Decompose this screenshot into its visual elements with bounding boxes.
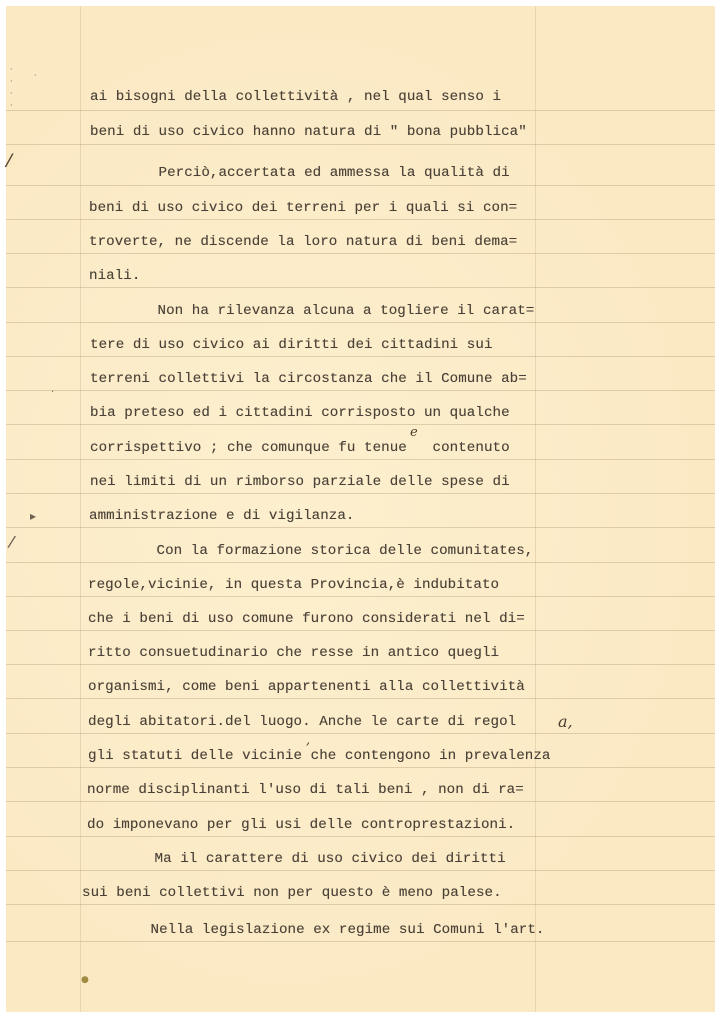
margin-mark: ▸ (30, 509, 37, 523)
stain-dot: ● (81, 975, 89, 985)
text-line: regole,vicinie, in questa Provincia,è indubitato (88, 577, 500, 593)
text-line: Nella legislazione ex regime sui Comuni l'art. (82, 922, 545, 938)
ruled-line (6, 185, 715, 186)
text-line: norme disciplinanti l'uso di tali beni , non di ra= (87, 782, 524, 798)
text-line: do imponevano per gli usi delle controprestazioni. (87, 817, 516, 833)
handwritten-insert-a: a, (558, 712, 573, 731)
document-page (3, 6, 715, 1012)
text-line: Perciò,accertata ed ammessa la qualità di (90, 165, 510, 181)
ruled-line (6, 424, 715, 425)
text-line: beni di uso civico dei terreni per i quali si con= (89, 200, 518, 216)
ruled-line (6, 356, 715, 357)
ruled-line (6, 801, 715, 802)
ruled-line (6, 110, 715, 111)
margin-line-left (80, 6, 81, 1012)
margin-line-right (535, 6, 536, 1012)
text-line: bia preteso ed i cittadini corrisposto un qualche (90, 405, 510, 421)
text-line: nei limiti di un rimborso parziale delle spese di (90, 474, 510, 490)
margin-dot: · (10, 65, 13, 74)
ruled-line (6, 698, 715, 699)
ruled-line (6, 287, 715, 288)
margin-dot: · (10, 77, 13, 86)
text-line: che i beni di uso comune furono considerati nel di= (88, 611, 525, 627)
margin-dot: · (10, 89, 13, 98)
ruled-line (6, 870, 715, 871)
pencil-mark: / (6, 531, 17, 552)
text-line: corrispettivo ; che comunque fu tenue contenuto (90, 440, 510, 456)
text-line: Non ha rilevanza alcuna a togliere il carat= (89, 303, 535, 319)
ruled-line (6, 664, 715, 665)
text-line: organismi, come beni appartenenti alla collettività (88, 679, 525, 695)
ruled-line (6, 459, 715, 460)
margin-dot: · (34, 71, 37, 80)
text-line: degli abitatori.del luogo. Anche le carte di regol (88, 714, 517, 730)
ruled-line (6, 322, 715, 323)
text-line: ritto consuetudinario che resse in antico quegli (88, 645, 500, 661)
handwritten-insert-e: e (410, 425, 418, 440)
text-line: sui beni collettivi non per questo è meno palese. (82, 885, 502, 901)
ruled-line (6, 941, 715, 942)
ruled-line (6, 493, 715, 494)
pencil-mark: / (3, 149, 15, 172)
text-line: terreni collettivi la circostanza che il Comune ab= (90, 371, 527, 387)
ruled-line (6, 527, 715, 528)
text-line: tere di uso civico ai diritti dei cittadini sui (90, 337, 493, 353)
text-line: niali. (89, 268, 141, 284)
text-line: Ma il carattere di uso civico dei diritti (86, 851, 506, 867)
ruled-line (6, 390, 715, 391)
margin-dot: · (51, 387, 55, 398)
ruled-line (6, 904, 715, 905)
ruled-line (6, 144, 715, 145)
ruled-line (6, 630, 715, 631)
ruled-line (6, 253, 715, 254)
ruled-line (6, 219, 715, 220)
text-line: ai bisogni della collettività , nel qual senso i (90, 89, 502, 105)
ruled-line (6, 733, 715, 734)
handwritten-insert-comma: , (306, 733, 311, 748)
ruled-line (6, 562, 715, 563)
ruled-line (6, 836, 715, 837)
ruled-line (6, 767, 715, 768)
text-line: beni di uso civico hanno natura di " bona pubblica" (90, 124, 527, 140)
ruled-line (6, 596, 715, 597)
text-line: amministrazione e di vigilanza. (89, 508, 355, 524)
text-line: troverte, ne discende la loro natura di beni dema= (89, 234, 518, 250)
text-line: gli statuti delle vicinie che contengono in prevalenza (88, 748, 551, 764)
margin-dot: · (10, 101, 13, 110)
text-line: Con la formazione storica delle comunitates, (88, 543, 534, 559)
